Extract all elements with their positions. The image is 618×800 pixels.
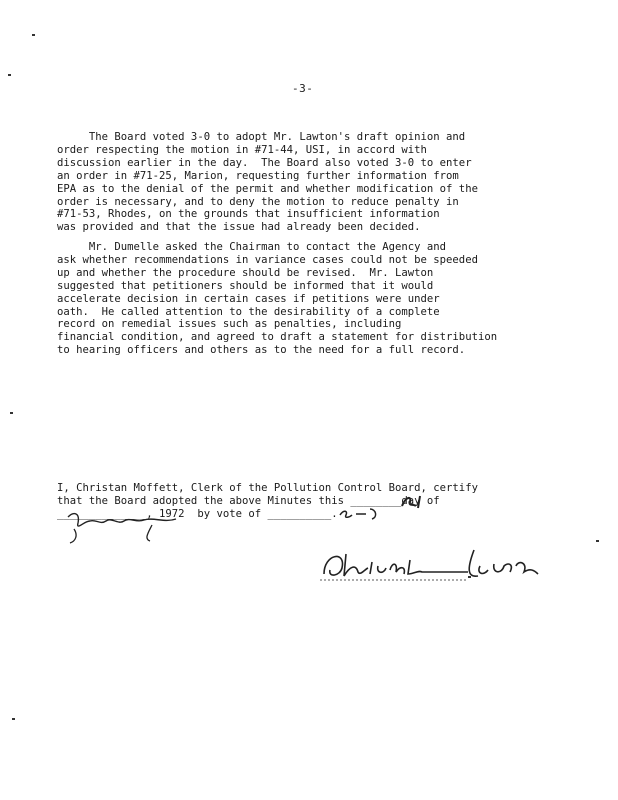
- paragraph1-line: an order in #71-25, Marion, requesting further information from: [57, 169, 459, 182]
- minutes-paragraph-2: [57, 241, 577, 357]
- paragraph2-line: record on remedial issues such as penalties, including: [57, 318, 402, 331]
- scan-speck: [468, 576, 471, 578]
- scan-speck: [12, 718, 15, 720]
- paragraph1-line: The Board voted 3-0 to adopt Mr. Lawton's draft opinion and: [57, 131, 466, 143]
- certification-line: I, Christan Moffett, Clerk of the Pollution Control Board, certify: [57, 482, 478, 494]
- paragraph1-line: #71-53, Rhodes, on the grounds that insufficient information: [57, 208, 440, 221]
- page-number: -3-: [292, 82, 314, 95]
- certification-line: ______________, 1972 by vote of __________.: [57, 507, 338, 520]
- paragraph1-line: EPA as to the denial of the permit and whether modification of the: [57, 182, 478, 195]
- scan-speck: [8, 74, 11, 76]
- handwritten-vote: [336, 505, 386, 527]
- paragraph2-line: suggested that petitioners should be informed that it would: [57, 279, 434, 292]
- paragraph2-line: Mr. Dumelle asked the Chairman to contact the Agency and: [57, 241, 447, 253]
- scan-speck: [10, 412, 13, 414]
- paragraph2-line: ask whether recommendations in variance cases could not be speeded: [57, 253, 478, 266]
- scan-speck: [32, 34, 35, 36]
- paragraph2-line: financial condition, and agreed to draft a statement for distribution: [57, 331, 498, 344]
- minutes-paragraph-1: [57, 131, 577, 234]
- handwritten-month: [64, 507, 184, 551]
- handwritten-day: [398, 492, 438, 517]
- certification-line: that the Board adopted the above Minutes this ________day of: [57, 494, 440, 507]
- paragraph2-line: up and whether the procedure should be revised. Mr. Lawton: [57, 266, 434, 279]
- paragraph1-line: order respecting the motion in #71-44, USI, in accord with: [57, 143, 427, 156]
- paragraph2-line: accelerate decision in certain cases if petitions were under: [57, 292, 440, 305]
- paragraph1-line: was provided and that the issue had already been decided.: [57, 221, 421, 234]
- paragraph2-line: to hearing officers and others as to the need for a full record.: [57, 344, 466, 357]
- scan-speck: [596, 540, 599, 542]
- paragraph1-line: order is necessary, and to deny the motion to reduce penalty in: [57, 195, 459, 208]
- clerk-signature: [318, 540, 548, 594]
- paragraph1-line: discussion earlier in the day. The Board also voted 3-0 to enter: [57, 156, 472, 169]
- paragraph2-line: oath. He called attention to the desirability of a complete: [57, 305, 440, 318]
